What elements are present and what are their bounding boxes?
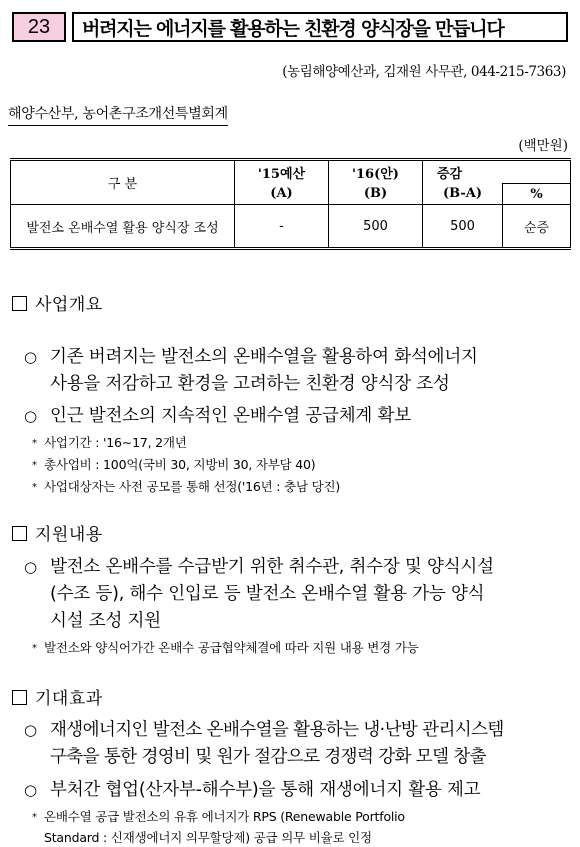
contact-info: (농림해양예산과, 김재원 사무관, 044-215-7363) bbox=[282, 64, 566, 80]
header-change-sub: (B-A) bbox=[423, 184, 503, 205]
list-item: ○ 발전소 온배수를 수급받기 위한 취수관, 취수장 및 양식시설 bbox=[24, 557, 494, 577]
item-number-badge: 23 bbox=[12, 12, 66, 42]
section-heading-effects: 기대효과 bbox=[12, 684, 103, 709]
list-item: ○ 기존 버려지는 발전소의 온배수열을 활용하여 화석에너지 bbox=[24, 347, 478, 367]
row-change: 500 bbox=[423, 205, 503, 249]
note-item: * 총사업비 : 100억(국비 30, 지방비 30, 자부담 40) bbox=[32, 457, 316, 472]
header-plan16: '16(안) bbox=[329, 160, 423, 184]
row-plan16: 500 bbox=[329, 205, 423, 249]
circle-bullet-icon: ○ bbox=[24, 721, 37, 739]
header-budget15: '15예산 bbox=[235, 160, 329, 184]
square-bullet-icon bbox=[12, 690, 27, 705]
unit-label: (백만원) bbox=[518, 138, 568, 154]
list-item-continued: 구축을 통한 경영비 및 원가 절감으로 경쟁력 강화 모델 창출 bbox=[50, 747, 486, 767]
list-item-continued: 시설 조성 지원 bbox=[50, 611, 161, 631]
asterisk-icon: * bbox=[32, 438, 37, 449]
asterisk-icon: * bbox=[32, 812, 37, 823]
circle-bullet-icon: ○ bbox=[24, 781, 37, 799]
asterisk-icon: * bbox=[32, 482, 37, 493]
department-label: 해양수산부, 농어촌구조개선특별회계 bbox=[8, 103, 228, 126]
note-item: * 사업기간 : '16∼17, 2개년 bbox=[32, 435, 187, 450]
row-name: 발전소 온배수열 활용 양식장 조성 bbox=[11, 205, 235, 249]
header-percent: % bbox=[503, 184, 571, 205]
asterisk-icon: * bbox=[32, 460, 37, 471]
circle-bullet-icon: ○ bbox=[24, 558, 37, 576]
asterisk-icon: * bbox=[32, 643, 37, 654]
row-percent: 순증 bbox=[503, 205, 571, 249]
note-item: * 발전소와 양식어가간 온배수 공급협약체결에 따라 지원 내용 변경 가능 bbox=[32, 640, 419, 655]
note-item: * 온배수열 공급 발전소의 유휴 에너지가 RPS (Renewable Portfolio bbox=[32, 809, 405, 824]
list-item-continued: (수조 등), 해수 인입로 등 발전소 온배수열 활용 가능 양식 bbox=[50, 584, 485, 604]
section-heading-overview: 사업개요 bbox=[12, 290, 103, 315]
circle-bullet-icon: ○ bbox=[24, 407, 37, 425]
header-category: 구 분 bbox=[11, 160, 235, 205]
square-bullet-icon bbox=[12, 526, 27, 541]
note-item-continued: Standard : 신재생에너지 의무할당제) 공급 의무 비율로 인정 bbox=[44, 830, 372, 845]
list-item: ○ 부처간 협업(산자부-해수부)을 통해 재생에너지 활용 제고 bbox=[24, 780, 481, 800]
list-item-continued: 사용을 저감하고 환경을 고려하는 친환경 양식장 조성 bbox=[50, 374, 450, 394]
page-title: 버려지는 에너지를 활용하는 친환경 양식장을 만듭니다 bbox=[72, 12, 568, 42]
table-row bbox=[11, 205, 571, 249]
header-change: 증감 bbox=[423, 160, 571, 184]
note-item: * 사업대상자는 사전 공모를 통해 선정('16년 : 충남 당진) bbox=[32, 479, 341, 494]
circle-bullet-icon: ○ bbox=[24, 348, 37, 366]
list-item: ○ 재생에너지인 발전소 온배수열을 활용하는 냉·난방 관리시스템 bbox=[24, 720, 504, 740]
square-bullet-icon bbox=[12, 296, 27, 311]
header-plan16-sub: (B) bbox=[329, 184, 423, 205]
row-budget15: - bbox=[235, 205, 329, 249]
budget-table bbox=[10, 158, 571, 250]
header-budget15-sub: (A) bbox=[235, 184, 329, 205]
list-item: ○ 인근 발전소의 지속적인 온배수열 공급체계 확보 bbox=[24, 406, 411, 426]
section-heading-support: 지원내용 bbox=[12, 520, 103, 545]
